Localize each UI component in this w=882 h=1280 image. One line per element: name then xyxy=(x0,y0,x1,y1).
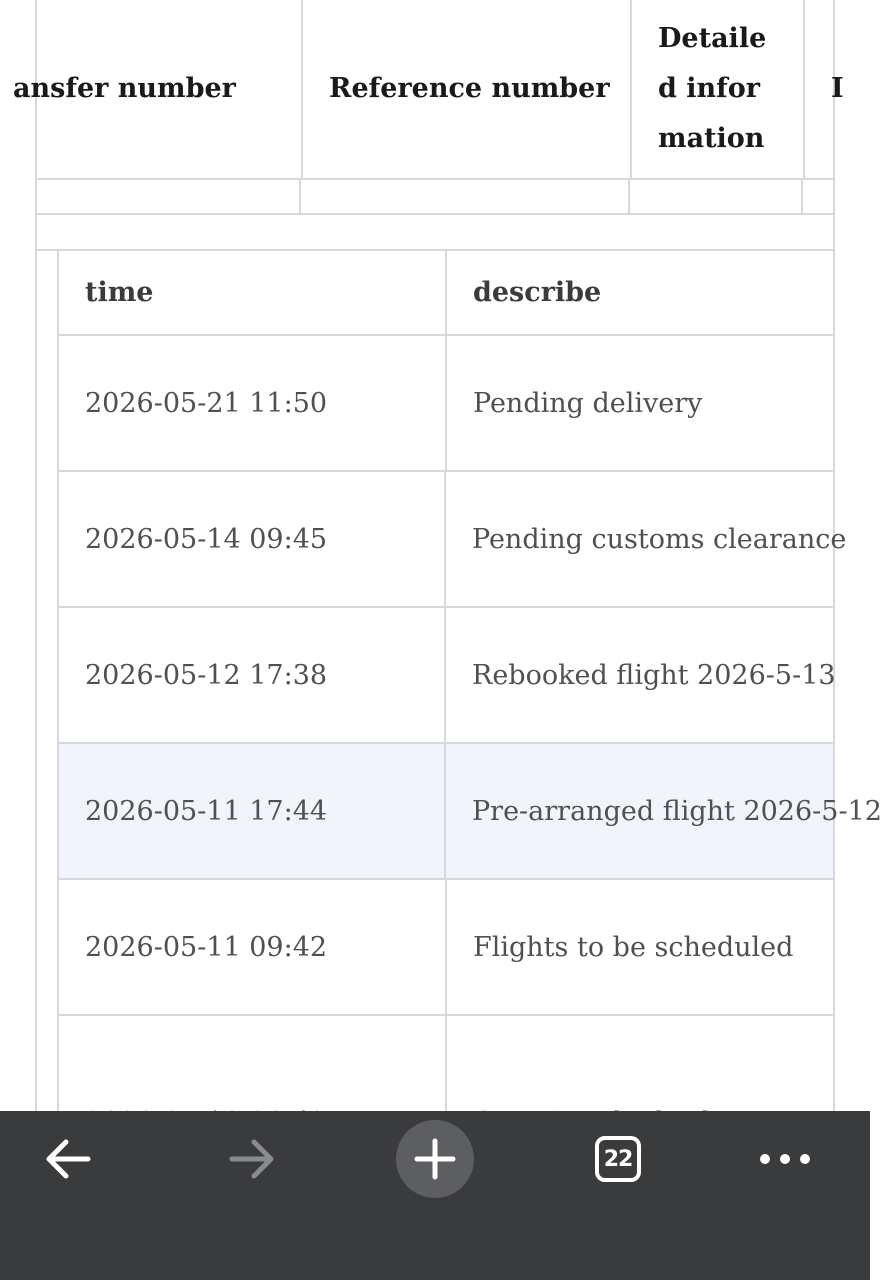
table-row-highlighted xyxy=(59,744,882,880)
row-time: 2026-05-14 09:45 xyxy=(59,472,446,606)
table-row xyxy=(59,880,833,1016)
row-time: 2026-05-12 17:38 xyxy=(59,608,446,742)
tab-switcher-button[interactable] xyxy=(578,1119,658,1199)
header-detailed-information-label: Detailed information xyxy=(658,23,767,154)
forward-button[interactable] xyxy=(212,1119,292,1199)
new-tab-circle xyxy=(396,1120,474,1198)
header-reference-number: Reference number xyxy=(301,0,630,178)
tracking-table-header xyxy=(59,251,833,336)
new-tab-button[interactable] xyxy=(395,1119,475,1199)
table-row xyxy=(59,336,833,472)
tracking-table xyxy=(57,251,882,1152)
column-header-time: time xyxy=(59,251,447,334)
column-divider xyxy=(801,180,803,213)
details-gap-row xyxy=(35,215,835,251)
arrow-right-icon xyxy=(224,1131,280,1187)
column-divider xyxy=(628,180,630,213)
table-row xyxy=(59,608,836,744)
arrow-left-icon xyxy=(40,1131,96,1187)
shipment-row-empty xyxy=(35,180,835,215)
row-description: Pending customs clearance xyxy=(472,523,847,555)
column-divider xyxy=(299,180,301,213)
row-time: 2026-05-11 17:44 xyxy=(59,744,446,878)
row-time: 2026-05-21 11:50 xyxy=(59,336,447,470)
row-description: Pre-arranged flight 2026-5-12 xyxy=(472,795,882,827)
more-menu-button[interactable] xyxy=(745,1119,825,1199)
row-time: 2026-05-11 09:42 xyxy=(59,880,447,1014)
tracking-details-container xyxy=(35,251,882,1152)
more-dots-icon xyxy=(757,1149,813,1169)
shipment-table-header xyxy=(13,0,844,180)
row-description: Rebooked flight 2026-5-13 xyxy=(472,659,836,691)
tab-count-badge: 22 xyxy=(595,1136,641,1182)
row-description: Flights to be scheduled xyxy=(473,931,794,963)
browser-toolbar xyxy=(0,1111,870,1280)
back-button[interactable] xyxy=(28,1119,108,1199)
header-truncated-column: I xyxy=(803,0,843,178)
plus-icon xyxy=(413,1137,457,1181)
header-detailed-information xyxy=(630,0,803,178)
column-header-describe: describe xyxy=(473,277,602,308)
table-row xyxy=(59,472,847,608)
row-description: Pending delivery xyxy=(473,387,703,419)
header-transfer-number: ansfer number xyxy=(13,73,236,104)
